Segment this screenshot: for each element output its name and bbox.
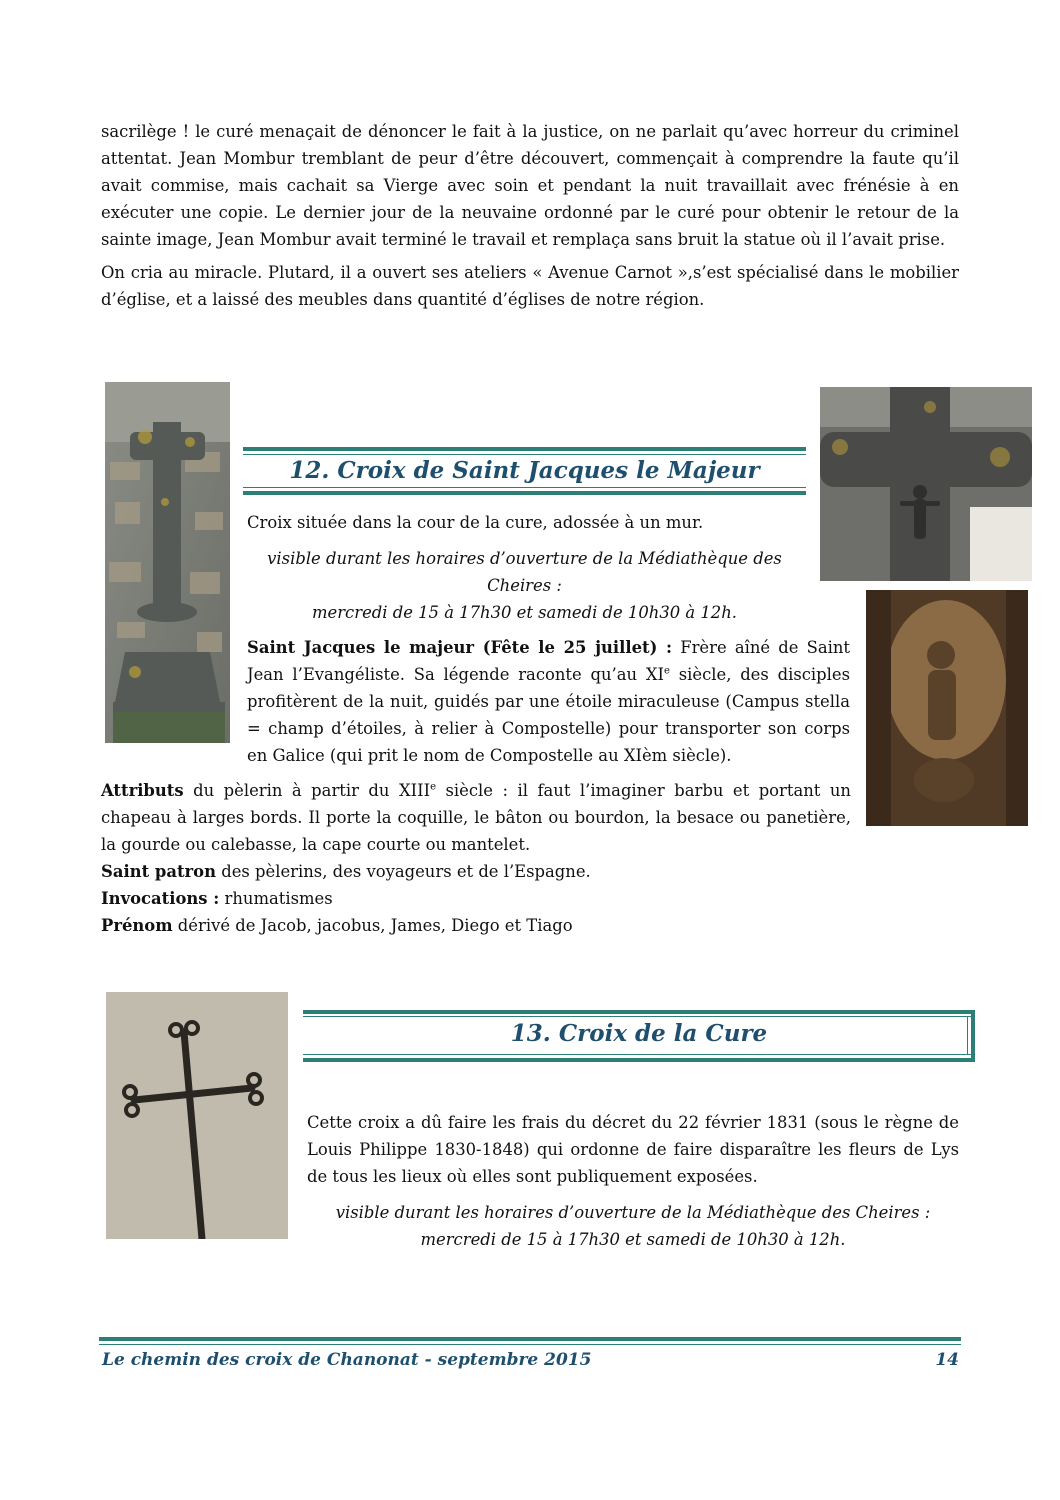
saint-jacques-text-a: Frère aîné de Saint Jean l’Evangéliste. Sa légende raconte qu’au XI [247, 638, 850, 684]
saint-jacques-label: Saint Jacques le majeur (Fête le 25 juillet) : [247, 638, 673, 657]
section-13-visibility [307, 1199, 959, 1253]
section-13-heading [303, 1010, 975, 1062]
saint-jacques-sup: e [664, 665, 670, 677]
attributs-text-a: du pèlerin à partir du XIII [183, 781, 431, 800]
attributs-label: Attributs [101, 781, 184, 800]
section-12-title: 12. Croix de Saint Jacques le Majeur [289, 457, 760, 484]
iron-cross-photo [106, 992, 288, 1239]
section-13-text: Cette croix a dû faire les frais du décret du 22 février 1831 (sous le règne de Louis Philippe 1830-1848) qui ordonne de faire disparaître les fleurs de Lys de tous les lieux où elles sont publiquement exposées. [307, 1113, 959, 1186]
section-13-visibility-line-1: visible durant les horaires d’ouverture de la Médiathèque des Cheires : [335, 1203, 931, 1222]
prenom-line [101, 912, 851, 939]
invocations-line [101, 885, 851, 912]
statue-detail-photo [866, 590, 1028, 826]
section-12-visibility-line-2: Cheires : [487, 576, 562, 595]
prenom-label: Prénom [101, 916, 173, 935]
attributs-paragraph [101, 777, 851, 858]
patron-label: Saint patron [101, 862, 217, 881]
section-12-visibility-line-3: mercredi de 15 à 17h30 et samedi de 10h30 à 12h. [311, 603, 738, 622]
prenom-text: dérivé de Jacob, jacobus, James, Diego et Tiago [172, 916, 573, 935]
invocations-label: Invocations : [101, 889, 220, 908]
intro-paragraph-1: sacrilège ! le curé menaçait de dénoncer le fait à la justice, on ne parlait qu’avec horreur du criminel attentat. Jean Mombur tremblant de peur d’être découvert, commençait à comprendre la faute qu’il avait commise, mais cachait sa Vierge avec soin et pendant la nuit travaillait avec frénésie à en exécuter une copie. Le dernier jour de la neuvaine ordonné par le curé pour obtenir le retour de la sainte image, Jean Mombur avait terminé le travail et remplaça sans bruit la statue où il l’avait prise. [101, 122, 959, 249]
section-12-details [101, 777, 851, 939]
section-12-visibility-line-1: visible durant les horaires d’ouverture de la Médiathèque des [267, 549, 782, 568]
invocations-text: rhumatismes [219, 889, 333, 908]
section-13-visibility-line-2: mercredi de 15 à 17h30 et samedi de 10h30 à 12h. [420, 1230, 846, 1249]
footer-title: Le chemin des croix de Chanonat - septembre 2015 [102, 1350, 592, 1370]
section-12-location: Croix située dans la cour de la cure, adossée à un mur. [247, 513, 704, 532]
footer [99, 1337, 961, 1377]
stone-cross-photo [105, 382, 230, 743]
crucifix-closeup-photo [820, 387, 1032, 581]
attributs-sup: e [430, 781, 436, 793]
patron-line [101, 858, 851, 885]
attributs-text-b: siècle : il faut l’imaginer barbu et portant un chapeau à larges bords. Il porte la coquille, le bâton ou bourdon, la besace ou panetière, la gourde ou calebasse, la cape courte ou mantelet. [101, 781, 851, 854]
section-13-title: 13. Croix de la Cure [510, 1020, 768, 1047]
patron-text: des pèlerins, des voyageurs et de l’Espagne. [216, 862, 591, 881]
section-12-heading [243, 447, 806, 497]
saint-jacques-text-b: siècle, des disciples profitèrent de la nuit, guidés par une étoile miraculeuse (Campus stella = champ d’étoiles, à relier à Compostelle) pour transporter son corps en Galice (qui prit le nom de Compostelle au XIèm siècle). [247, 665, 850, 765]
page-number: 14 [935, 1350, 959, 1370]
saint-jacques-paragraph [247, 634, 850, 769]
section-12-visibility [247, 545, 802, 626]
intro-paragraph-2: On cria au miracle. Plutard, il a ouvert ses ateliers « Avenue Carnot »,s’est spécialisé dans le mobilier d’église, et a laissé des meubles dans quantité d’églises de notre région. [101, 263, 959, 309]
